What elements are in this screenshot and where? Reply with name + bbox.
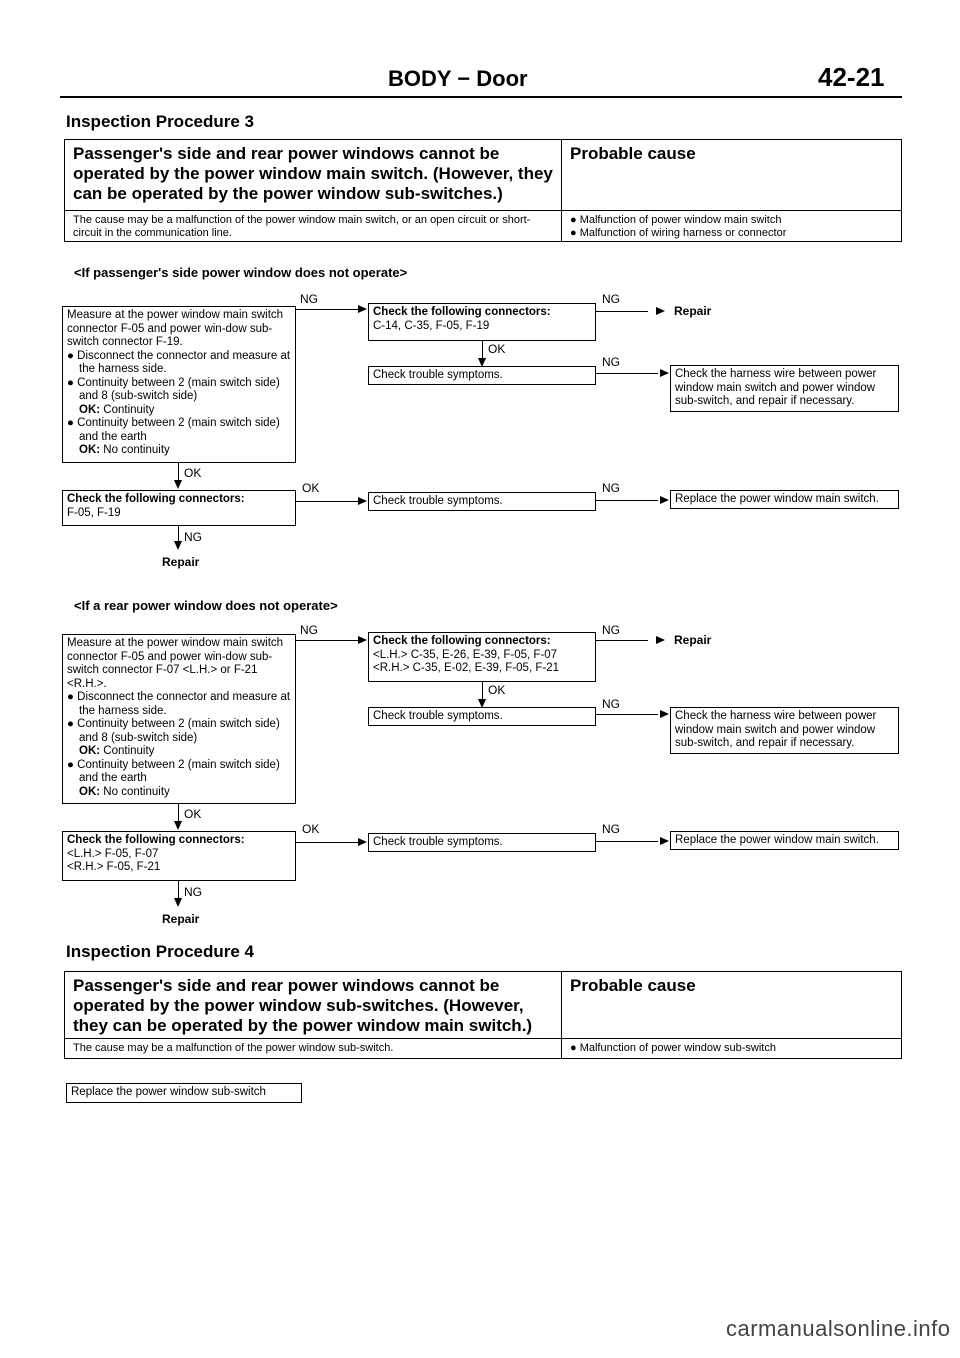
harness-check-box: Check the harness wire between power window main switch and power window sub-switch, and repair if necessary. (670, 707, 899, 754)
ok-label: OK (302, 481, 320, 495)
cause-description: The cause may be a malfunction of the power window sub-switch. (65, 1038, 561, 1058)
flow-1-heading: <If passenger's side power window does not operate> (74, 265, 408, 280)
check-trouble-box-2: Check trouble symptoms. (368, 492, 596, 511)
repair-label: Repair (674, 304, 712, 318)
ok-label: OK (488, 342, 506, 356)
repair-label: Repair (674, 633, 712, 647)
arrow-down (174, 821, 182, 830)
measure-box: Measure at the power window main switch connector F-05 and power win-dow sub-switch connector F-07 <L.H.> or F-21 <R.H.>. ● Disconnect the connector and measure at the harness side. ● Continuity between 2 (main switch side) and 8 (sub-switch side) OK: Continuity ● Continuity between 2 (main switch side) and the earth OK: No continuity (62, 634, 296, 804)
cause-item: ● Malfunction of wiring harness or connector (570, 227, 787, 239)
arrow-right (656, 307, 665, 315)
replace-switch-box: Replace the power window main switch. (670, 831, 899, 850)
arrow-right (358, 305, 367, 313)
ok-label: OK (184, 807, 202, 821)
arrow-down (174, 480, 182, 489)
procedure-3-title: Inspection Procedure 3 (66, 112, 254, 131)
harness-check-box: Check the harness wire between power window main switch and power window sub-switch, and repair if necessary. (670, 365, 899, 412)
ok-label: OK (184, 466, 202, 480)
header-rule (60, 96, 902, 98)
complaint-text: Passenger's side and rear power windows cannot be operated by the power window main switch. (However, they can be operated by the power window sub-switches.) (73, 144, 553, 203)
arrow-right (660, 369, 669, 377)
watermark: carmanualsonline.info (726, 1316, 951, 1341)
probable-cause-header: Probable cause (561, 140, 901, 210)
ng-label: NG (184, 530, 202, 544)
measure-box: Measure at the power window main switch connector F-05 and power win-dow sub-switch connector F-19. ● Disconnect the connector and measure at the harness side. ● Continuity between 2 (main switch side) and 8 (sub-switch side) OK: Continuity ● Continuity between 2 (main switch side) and the earth OK: No continuity (62, 306, 296, 463)
replace-subswitch-box: Replace the power window sub-switch (66, 1083, 302, 1103)
probable-cause-header: Probable cause (561, 972, 901, 1038)
ok-label: OK (488, 683, 506, 697)
ng-label: NG (602, 481, 620, 495)
ng-label: NG (300, 623, 318, 637)
arrow-right (358, 497, 367, 505)
check-trouble-box-2: Check trouble symptoms. (368, 833, 596, 852)
arrow-right (358, 636, 367, 644)
cause-description: The cause may be a malfunction of the power window main switch, or an open circuit or short-circuit in the communication line. (65, 210, 561, 241)
cause-list (561, 1038, 901, 1058)
ng-label: NG (602, 822, 620, 836)
complaint-text: Passenger's side and rear power windows cannot be operated by the power window sub-switches. (However, they can be operated by the power window main switch.) (73, 976, 533, 1035)
arrow-down (174, 898, 182, 907)
procedure-4-table (64, 971, 902, 1059)
check-connectors-box: Check the following connectors: <L.H.> C-35, E-26, E-39, F-05, F-07 <R.H.> C-35, E-02, E-39, F-05, F-21 (368, 632, 596, 682)
ng-label: NG (184, 885, 202, 899)
check-connectors-box: Check the following connectors: C-14, C-35, F-05, F-19 (368, 303, 596, 341)
cause-item: ● Malfunction of power window sub-switch (570, 1042, 776, 1054)
arrow-down (174, 541, 182, 550)
arrow-right (358, 838, 367, 846)
arrow-right (660, 837, 669, 845)
ng-label: NG (602, 623, 620, 637)
repair-label: Repair (162, 555, 200, 569)
procedure-4-title: Inspection Procedure 4 (66, 942, 254, 961)
check-connectors-box-2: Check the following connectors: <L.H.> F-05, F-07 <R.H.> F-05, F-21 (62, 831, 296, 881)
ok-label: OK (302, 822, 320, 836)
procedure-3-table (64, 139, 902, 242)
ng-label: NG (602, 355, 620, 369)
ng-label: NG (602, 697, 620, 711)
arrow-right (660, 496, 669, 504)
cause-item: ● Malfunction of power window main switch (570, 214, 782, 226)
flow-2-heading: <If a rear power window does not operate> (74, 598, 338, 613)
ng-label: NG (602, 292, 620, 306)
cause-list (561, 210, 901, 241)
arrow-right (656, 636, 665, 644)
page-header-title: BODY − Door (388, 66, 528, 91)
check-trouble-box: Check trouble symptoms. (368, 707, 596, 726)
page-number: 42-21 (818, 62, 885, 92)
ng-label: NG (300, 292, 318, 306)
repair-label: Repair (162, 912, 200, 926)
replace-switch-box: Replace the power window main switch. (670, 490, 899, 509)
arrow-right (660, 710, 669, 718)
check-connectors-box-2: Check the following connectors: F-05, F-19 (62, 490, 296, 526)
check-trouble-box: Check trouble symptoms. (368, 366, 596, 385)
